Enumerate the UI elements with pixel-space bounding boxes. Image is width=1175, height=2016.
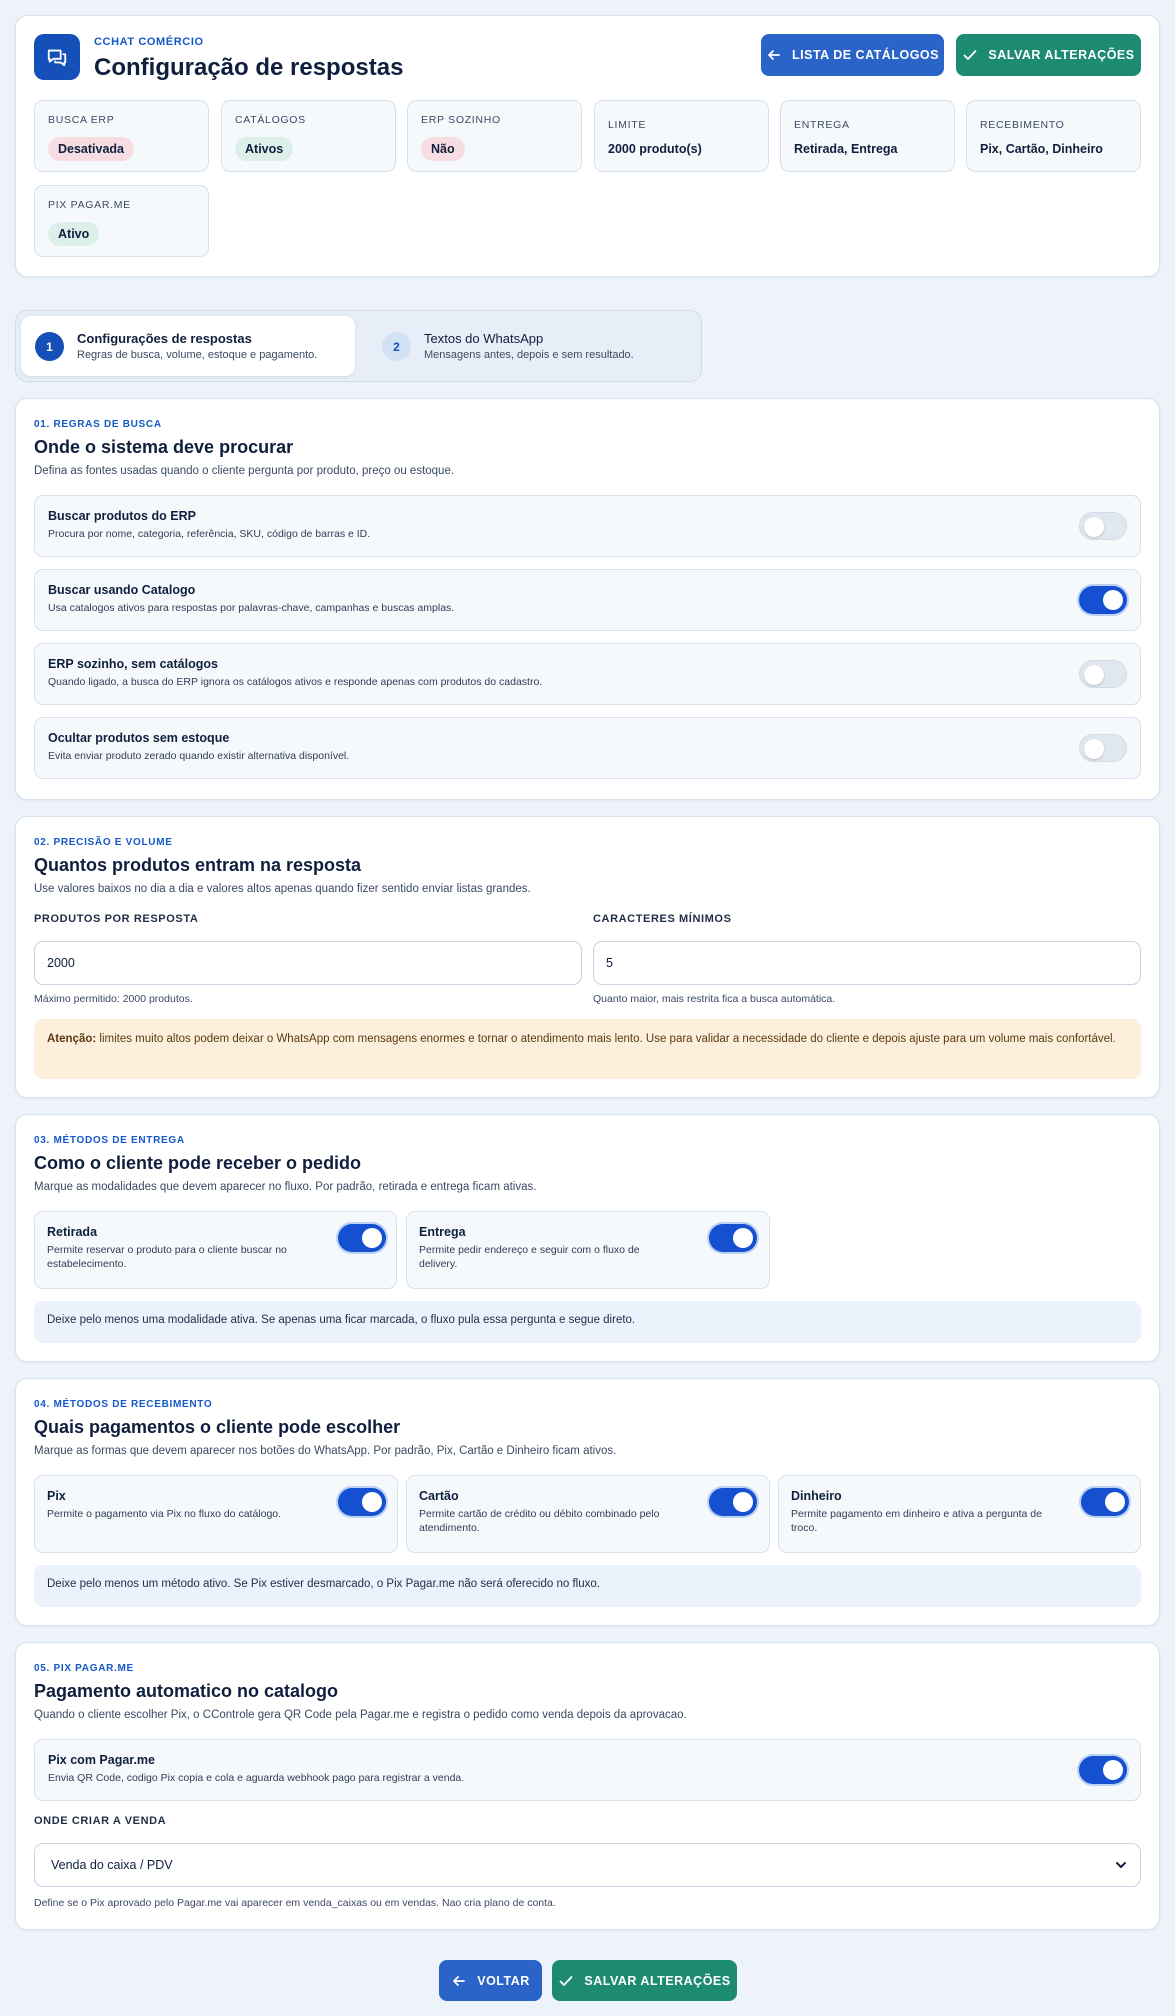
header-panel [15,15,1160,277]
check-icon [962,47,978,63]
step-tabs [15,310,702,382]
tab-configuracoes[interactable] [21,316,355,376]
save-label-top: SALVAR ALTERAÇÕES [988,48,1135,62]
status-badge: Ativos [235,137,293,161]
catalog-list-label: LISTA DE CATÁLOGOS [792,48,939,62]
setting-row-erp [34,495,1141,557]
option-title: Cartão [419,1489,459,1503]
section-title: Onde o sistema deve procurar [34,437,294,457]
toggle-buscar-erp[interactable] [1079,512,1127,540]
sale-target-select[interactable] [34,1843,1141,1887]
setting-title: Ocultar produtos sem estoque [48,731,230,745]
option-title: Retirada [47,1225,98,1239]
toggle-cartao[interactable] [709,1488,757,1516]
option-description: Permite pagamento em dinheiro e ativa a pergunta de troco. [791,1508,1042,1534]
step-number: 1 [35,332,64,361]
payment-option-cartao [406,1475,770,1553]
status-badge: Desativada [48,137,134,161]
products-hint: Máximo permitido: 2000 produtos. [34,993,193,1005]
stat-pix-pagarme [34,185,209,257]
section-description: Marque as formas que devem aparecer nos botões do WhatsApp. Por padrão, Pix, Cartão e Dinheiro ficam ativos. [34,1445,617,1457]
step-subtitle: Mensagens antes, depois e sem resultado. [424,349,634,361]
setting-description: Usa catalogos ativos para respostas por palavras-chave, campanhas e buscas amplas. [48,602,455,614]
option-title: Dinheiro [791,1489,842,1503]
section-description: Quando o cliente escolher Pix, o CControle gera QR Code pela Pagar.me e registra o pedido como venda depois da aprovacao. [34,1709,687,1721]
delivery-option-entrega [406,1211,770,1289]
stat-busca-erp [34,100,209,172]
section-kicker: 02. PRECISÃO E VOLUME [34,837,173,848]
payment-option-dinheiro [778,1475,1141,1553]
arrow-left-icon [451,1973,467,1989]
toggle-buscar-catalogo[interactable] [1079,586,1127,614]
status-badge: Ativo [48,222,99,246]
payment-info: Deixe pelo menos um método ativo. Se Pix estiver desmarcado, o Pix Pagar.me não será oferecido no fluxo. [34,1565,1141,1607]
section-title: Quais pagamentos o cliente pode escolher [34,1417,401,1437]
catalog-list-button[interactable] [761,34,944,76]
option-description: Permite pedir endereço e seguir com o fluxo de delivery. [419,1244,640,1270]
setting-title: Buscar produtos do ERP [48,509,196,523]
select-value: Venda do caixa / PDV [51,1858,173,1872]
stat-label: ERP SOZINHO [421,114,501,126]
stat-recebimento [966,100,1141,172]
option-title: Entrega [419,1225,466,1239]
stat-entrega [780,100,955,172]
stat-value: Pix, Cartão, Dinheiro [980,142,1103,156]
toggle-entrega[interactable] [709,1224,757,1252]
payment-section [15,1378,1160,1626]
page-title: Configuração de respostas [94,54,404,81]
section-description: Defina as fontes usadas quando o cliente pergunta por produto, preço ou estoque. [34,465,455,477]
stat-value: 2000 produto(s) [608,142,702,156]
option-title: Pix [47,1489,66,1503]
products-per-response-input[interactable] [34,941,582,985]
back-button[interactable] [439,1960,542,2001]
delivery-section [15,1114,1160,1362]
delivery-info: Deixe pelo menos uma modalidade ativa. Se apenas uma ficar marcada, o fluxo pula essa pergunta e segue direto. [34,1301,1141,1343]
delivery-option-retirada [34,1211,397,1289]
stat-label: ENTREGA [794,119,850,131]
section-description: Marque as modalidades que devem aparecer no fluxo. Por padrão, retirada e entrega ficam ativas. [34,1181,537,1193]
min-chars-input[interactable] [593,941,1141,985]
option-description: Permite o pagamento via Pix no fluxo do catálogo. [47,1508,282,1520]
pix-pagarme-section [15,1642,1160,1930]
tab-textos-whatsapp[interactable] [368,316,688,376]
section-kicker: 03. MÉTODOS DE ENTREGA [34,1135,185,1146]
chars-hint: Quanto maior, mais restrita fica a busca automática. [593,993,836,1005]
stat-label: BUSCA ERP [48,114,115,126]
setting-title: Pix com Pagar.me [48,1753,156,1767]
toggle-pix[interactable] [338,1488,386,1516]
chevron-down-icon [1114,1858,1128,1872]
section-description: Use valores baixos no dia a dia e valores altos apenas quando fizer sentido enviar listas grandes. [34,883,531,895]
payment-option-pix [34,1475,398,1553]
app-kicker: CCHAT COMÉRCIO [94,36,204,48]
section-title: Quantos produtos entram na resposta [34,855,362,875]
setting-title: ERP sozinho, sem catálogos [48,657,218,671]
option-description: Permite reservar o produto para o cliente buscar no estabelecimento. [47,1244,287,1270]
save-label-bottom: SALVAR ALTERAÇÕES [584,1973,731,1988]
setting-description: Procura por nome, categoria, referência, SKU, código de barras e ID. [48,528,371,540]
volume-section [15,816,1160,1098]
search-rules-section [15,398,1160,800]
toggle-erp-sozinho[interactable] [1079,660,1127,688]
section-kicker: 05. PIX PAGAR.ME [34,1663,134,1674]
stat-catalogos [221,100,396,172]
save-button-bottom[interactable] [552,1960,737,2001]
setting-description: Evita enviar produto zerado quando existir alternativa disponível. [48,750,350,762]
section-title: Como o cliente pode receber o pedido [34,1153,362,1173]
step-number: 2 [382,332,411,361]
setting-row-catalogo [34,569,1141,631]
arrow-left-icon [766,47,782,63]
back-label: VOLTAR [477,1973,530,1988]
setting-description: Envia QR Code, codigo Pix copia e cola e aguarda webhook pago para registrar a venda. [48,1772,465,1784]
toggle-retirada[interactable] [338,1224,386,1252]
step-subtitle: Regras de busca, volume, estoque e pagamento. [77,349,318,361]
chat-icon [34,34,80,80]
stat-value: Retirada, Entrega [794,142,898,156]
stat-label: CATÁLOGOS [235,114,306,126]
sale-target-label: ONDE CRIAR A VENDA [34,1815,167,1827]
section-kicker: 01. REGRAS DE BUSCA [34,419,162,430]
section-title: Pagamento automatico no catalogo [34,1681,339,1701]
setting-description: Quando ligado, a busca do ERP ignora os catálogos ativos e responde apenas com produtos do cadastro. [48,676,543,688]
check-icon [558,1973,574,1989]
warning-text: limites muito altos podem deixar o WhatsApp com mensagens enormes e tornar o atendimento mais lento. Use para validar a necessidade do cliente e depois ajuste para um volume mais confortável. [96,1033,1116,1045]
stat-limite [594,100,769,172]
step-title: Configurações de respostas [77,331,252,346]
setting-row-erp-sozinho [34,643,1141,705]
option-description: Permite cartão de crédito ou débito combinado pelo atendimento. [419,1508,660,1534]
setting-row-pix-pagarme [34,1739,1141,1801]
step-title: Textos do WhatsApp [424,331,544,346]
setting-row-estoque [34,717,1141,779]
status-badge: Não [421,137,465,161]
setting-title: Buscar usando Catalogo [48,583,196,597]
toggle-ocultar-sem-estoque[interactable] [1079,734,1127,762]
section-kicker: 04. MÉTODOS DE RECEBIMENTO [34,1399,213,1410]
toggle-pix-pagarme[interactable] [1079,1756,1127,1784]
stat-erp-sozinho [407,100,582,172]
warning-strong: Atenção: [47,1033,97,1045]
stat-label: PIX PAGAR.ME [48,199,131,211]
volume-warning [34,1019,1141,1079]
save-button-top[interactable] [956,34,1141,76]
stat-label: RECEBIMENTO [980,119,1065,131]
sale-target-hint: Define se o Pix aprovado pelo Pagar.me vai aparecer em venda_caixas ou em vendas. Nao cria plano de conta. [34,1897,556,1909]
min-chars-label: CARACTERES MÍNIMOS [593,913,732,925]
products-per-response-label: PRODUTOS POR RESPOSTA [34,913,199,925]
toggle-dinheiro[interactable] [1081,1488,1129,1516]
stat-label: LIMITE [608,119,647,131]
